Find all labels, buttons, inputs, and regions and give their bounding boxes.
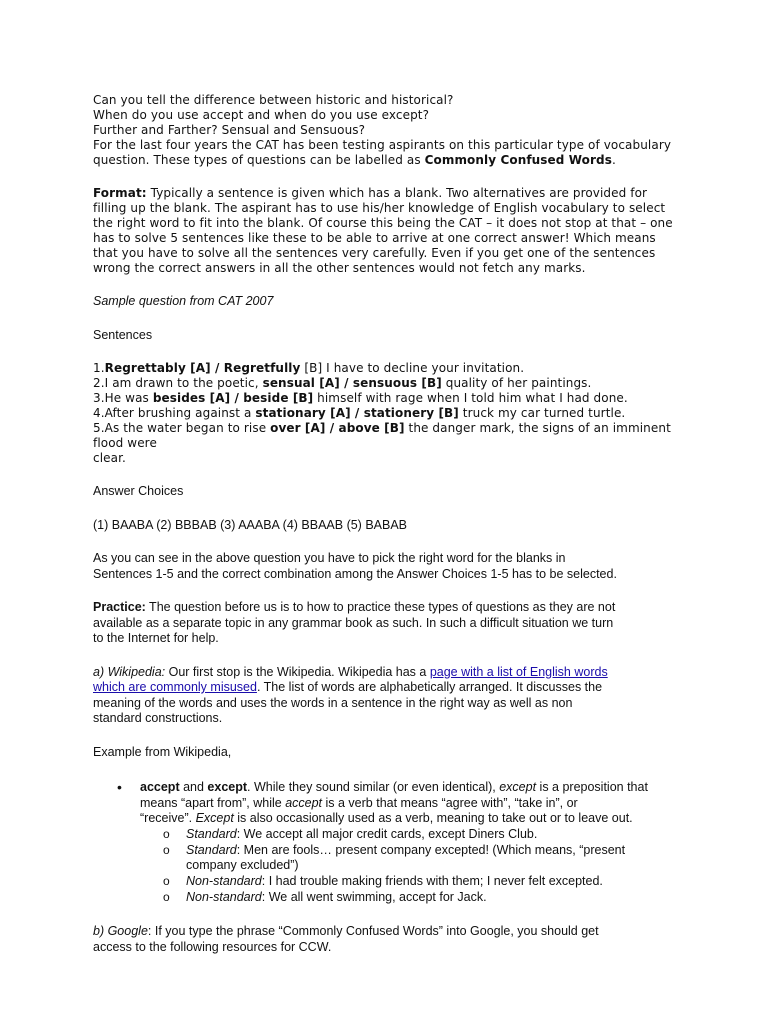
sentence-1-text: [B] I have to decline your invitation. <box>300 361 525 375</box>
practice-paragraph <box>93 600 683 647</box>
sentence-3 <box>93 391 683 406</box>
practice-line-3: to the Internet for help. <box>93 631 219 645</box>
sub-line <box>186 843 683 859</box>
wikipedia-line-4: standard constructions. <box>93 711 223 725</box>
answer-choices: (1) BAABA (2) BBBAB (3) AAABA (4) BBAAB (5) BABAB <box>93 517 408 532</box>
example-sub-list <box>140 827 683 906</box>
sentence-3-end: himself with rage when I told him what I had done. <box>313 391 628 405</box>
practice-line-1-text: The question before us is to how to practice these types of questions as they are not <box>145 600 616 614</box>
format-line-6: wrong the correct answers in all the other sentences would not fetch any marks. <box>93 261 586 275</box>
sub-text-continued: company excluded”) <box>186 858 299 872</box>
intro-line-3: Further and Farther? Sensual and Sensuous? <box>93 123 366 137</box>
sentence-1-options: Regrettably [A] / Regretfully <box>104 361 301 375</box>
wikipedia-label: a) Wikipedia: <box>93 664 166 679</box>
wikipedia-line-2 <box>93 680 683 696</box>
format-paragraph <box>93 186 683 276</box>
explanation-line-1: As you can see in the above question you have to pick the right word for the blanks in <box>93 551 566 565</box>
explanation-line-2: Sentences 1-5 and the correct combination among the Answer Choices 1-5 has to be selected. <box>93 566 617 581</box>
example-heading: Example from Wikipedia, <box>93 744 232 759</box>
wikipedia-line-1 <box>93 665 683 681</box>
wikipedia-paragraph <box>93 665 683 727</box>
intro-line-5-text: question. These types of questions can be labelled as <box>93 153 425 167</box>
sample-title <box>93 294 683 310</box>
sub-label: Non-standard <box>186 890 262 904</box>
bullet-line-3 <box>140 811 683 827</box>
bullet-italic-accept: accept <box>285 795 323 810</box>
sentence-5 <box>93 421 683 436</box>
bullet-italic-except-verb: Except <box>195 811 234 825</box>
google-line-2: access to the following resources for CCW. <box>93 939 332 954</box>
intro-paragraph <box>93 93 683 168</box>
bullet-word-accept: accept <box>140 780 180 794</box>
sentence-5-text: 5.As the water began to rise <box>93 421 271 435</box>
practice-line-1 <box>93 600 683 616</box>
bullet-line-1-text: . While they sound similar (or even identical), <box>247 780 500 794</box>
document-page <box>93 93 683 955</box>
bullet-italic-except: except <box>499 780 537 794</box>
format-line-1-text: Typically a sentence is given which has a blank. Two alternatives are provided for <box>146 186 648 200</box>
example-bullet-list <box>93 780 683 906</box>
list-item <box>140 874 683 890</box>
sentence-2 <box>93 376 683 391</box>
sub-label: Standard <box>186 826 237 841</box>
sentence-2-options: sensual [A] / sensuous [B] <box>262 376 442 390</box>
sub-label: Non-standard <box>186 874 262 888</box>
bullet-line-1-end: is a preposition that <box>536 780 648 794</box>
practice-line-2: available as a separate topic in any grammar book as such. In such a difficult situation we turn <box>93 615 614 630</box>
list-item <box>140 827 683 843</box>
explanation-paragraph <box>93 551 683 582</box>
list-item <box>140 890 683 906</box>
bullet-line-2-end: is a verb that means “agree with”, “take in”, or <box>322 795 578 810</box>
google-line-1-text: : If you type the phrase “Commonly Confused Words” into Google, you should get <box>147 924 599 938</box>
google-paragraph <box>93 924 683 955</box>
intro-line-1: Can you tell the difference between historic and historical? <box>93 93 454 107</box>
sentence-1 <box>93 361 683 376</box>
wikipedia-line-2-text: . The list of words are alphabetically arranged. It discusses the <box>256 680 603 694</box>
sample-title-text: Sample question from CAT 2007 <box>93 294 274 308</box>
sentence-4-options: stationary [A] / stationery [B] <box>255 406 459 420</box>
sentences-heading: Sentences <box>93 327 153 342</box>
intro-line-5-end: . <box>611 153 616 167</box>
intro-line-5 <box>93 153 683 168</box>
sub-text: : Men are fools… present company excepted! (Which means, “present <box>236 842 626 857</box>
sentence-4-end: truck my car turned turtle. <box>458 406 626 420</box>
format-line-4: has to solve 5 sentences like these to be able to arrive at one correct answer! Which means <box>93 231 656 245</box>
sub-text: : I had trouble making friends with them; I never felt excepted. <box>261 874 603 888</box>
intro-line-2: When do you use accept and when do you use except? <box>93 108 430 122</box>
sub-label: Standard <box>186 842 237 857</box>
wikipedia-line-1-text: Our first stop is the Wikipedia. Wikipedia has a <box>165 664 430 679</box>
format-line-1 <box>93 186 683 201</box>
format-label: Format: <box>93 186 147 200</box>
list-item <box>93 780 683 906</box>
bullet-line-3-text: “receive”. <box>140 811 196 825</box>
bullet-line-2 <box>140 796 683 812</box>
google-label: b) Google <box>93 924 148 938</box>
sentence-5-options: over [A] / above [B] <box>270 421 405 435</box>
bullet-line-1 <box>140 780 683 796</box>
sentence-1-number: 1. <box>93 361 105 375</box>
bullet-and: and <box>179 780 208 794</box>
wikipedia-line-3: meaning of the words and uses the words in a sentence in the right way as well as non <box>93 695 573 710</box>
sub-text: : We all went swimming, accept for Jack. <box>261 890 487 904</box>
intro-line-4: For the last four years the CAT has been testing aspirants on this particular type of vocabulary <box>93 138 672 152</box>
wikipedia-link-part-2[interactable]: which are commonly misused <box>93 680 257 694</box>
bullet-word-except: except <box>207 780 248 794</box>
list-item <box>140 843 683 874</box>
wikipedia-link-part-1[interactable]: page with a list of English words <box>429 664 608 679</box>
sentence-5-line-3: clear. <box>93 451 126 465</box>
practice-label: Practice: <box>93 600 146 614</box>
ccw-term: Commonly Confused Words <box>424 153 612 167</box>
sentence-4 <box>93 406 683 421</box>
google-line-1 <box>93 924 683 940</box>
sentence-5-end: the danger mark, the signs of an imminent <box>404 421 671 435</box>
sentence-3-text: 3.He was <box>93 391 153 405</box>
bullet-line-2-text: means “apart from”, while <box>140 795 286 810</box>
sentence-5-line-2: flood were <box>93 436 157 450</box>
bullet-line-3-end: is also occasionally used as a verb, meaning to take out or to leave out. <box>233 811 633 825</box>
format-line-2: filling up the blank. The aspirant has to use his/her knowledge of English vocabulary to select <box>93 201 666 215</box>
sentence-2-end: quality of her paintings. <box>441 376 592 390</box>
sentences-list <box>93 361 683 466</box>
sentence-2-text: 2.I am drawn to the poetic, <box>93 376 263 390</box>
format-line-3: the right word to fit into the blank. Of course this being the CAT – it does not stop at that – one <box>93 216 673 230</box>
answer-choices-heading: Answer Choices <box>93 484 184 498</box>
sentence-4-text: 4.After brushing against a <box>93 406 256 420</box>
sentence-3-options: besides [A] / beside [B] <box>152 391 314 405</box>
sub-text: : We accept all major credit cards, except Diners Club. <box>236 826 538 841</box>
format-line-5: that you have to solve all the sentences very carefully. Even if you get one of the sentences <box>93 246 656 260</box>
